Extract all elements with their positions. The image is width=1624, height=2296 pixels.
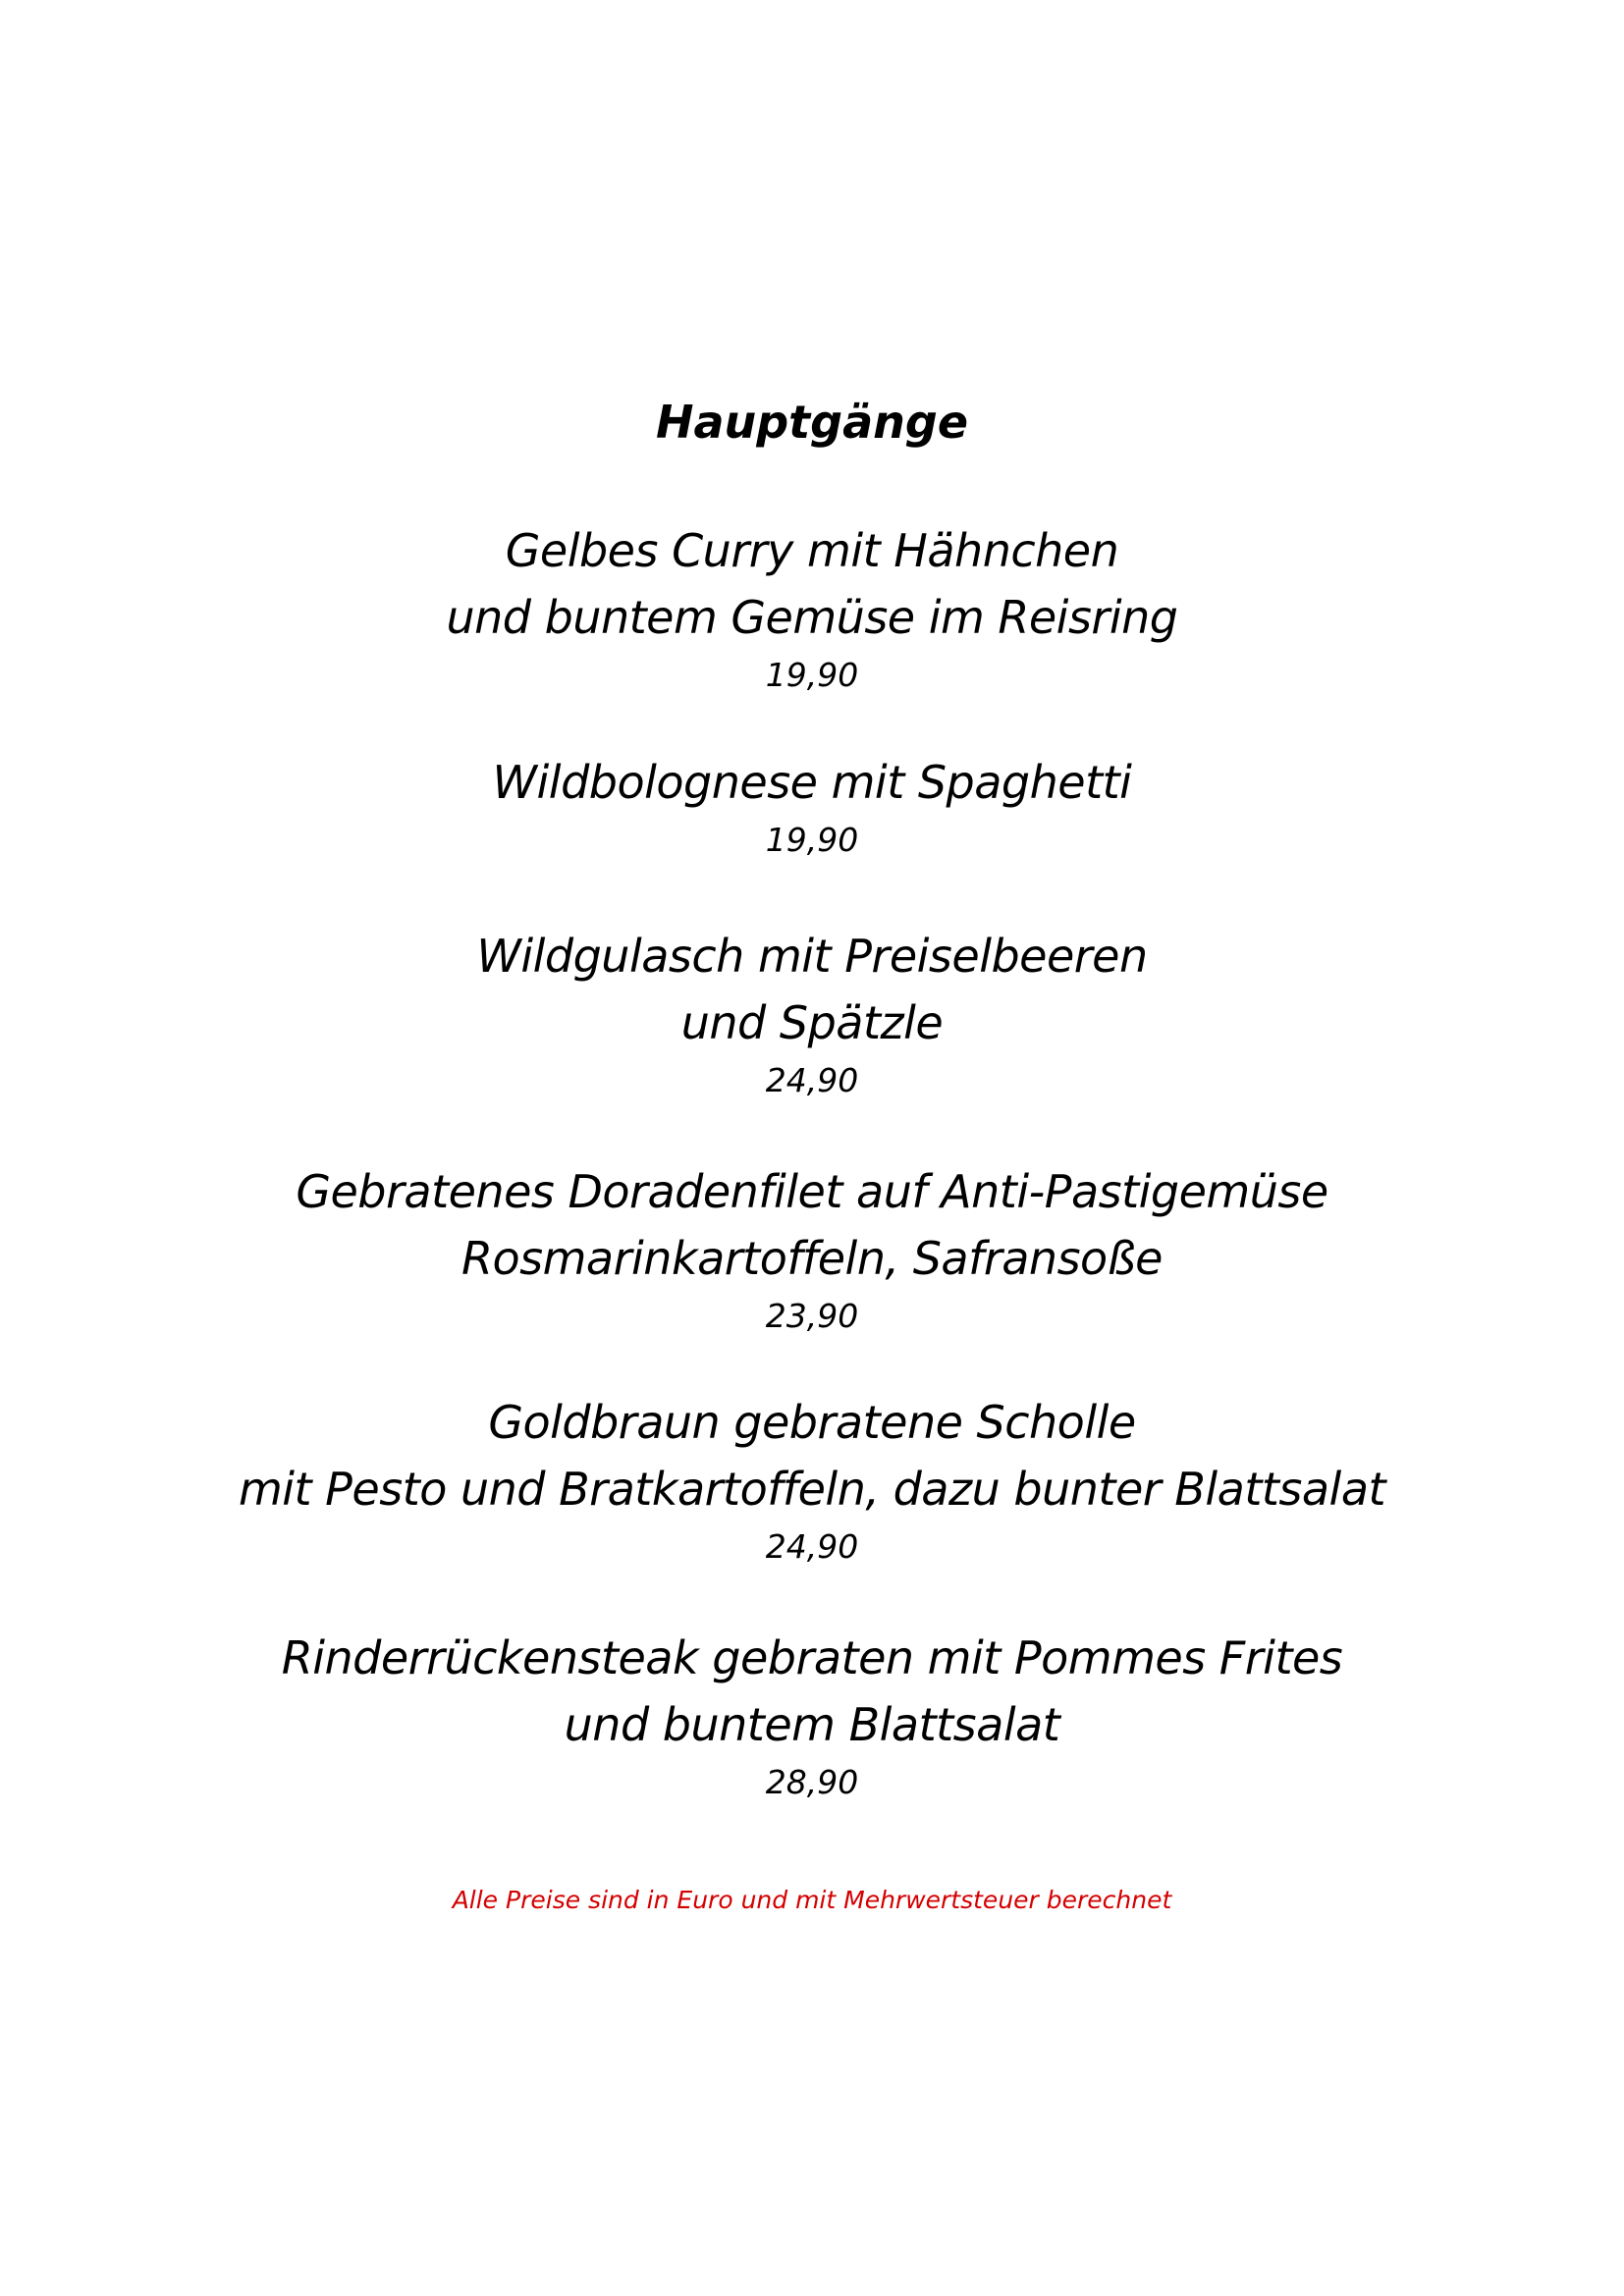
dish-price: 28,90 — [765, 1763, 859, 1801]
dish-item — [0, 1158, 1624, 1341]
dish-name: Goldbraun gebratene Scholle — [488, 1396, 1136, 1449]
dish-name: Gelbes Curry mit Hähnchen — [505, 524, 1119, 577]
dish-description: und buntem Blattsalat — [564, 1698, 1060, 1751]
menu-title: Hauptgänge — [655, 396, 969, 449]
dish-name: Gebratenes Doradenfilet auf Anti-Pastigemüse — [296, 1165, 1328, 1218]
dish-name: Wildbolognese mit Spaghetti — [492, 756, 1132, 809]
dish-item — [0, 517, 1624, 700]
dish-item — [0, 1625, 1624, 1807]
dish-name: Rinderrückensteak gebraten mit Pommes Frites — [281, 1631, 1343, 1684]
dish-item — [0, 923, 1624, 1105]
dish-description: und Spätzle — [680, 996, 944, 1049]
dish-description: mit Pesto und Bratkartoffeln, dazu bunter Blattsalat — [238, 1463, 1386, 1516]
dish-item — [0, 1389, 1624, 1572]
dish-price: 19,90 — [765, 821, 859, 859]
dish-description: und buntem Gemüse im Reisring — [446, 591, 1178, 644]
dish-price: 19,90 — [765, 656, 859, 694]
dish-price: 24,90 — [765, 1527, 859, 1566]
dish-description: Rosmarinkartoffeln, Safransoße — [461, 1232, 1163, 1285]
dish-name: Wildgulasch mit Preiselbeeren — [476, 930, 1148, 983]
price-footnote: Alle Preise sind in Euro und mit Mehrwertsteuer berechnet — [452, 1886, 1172, 1914]
dish-price: 23,90 — [765, 1297, 859, 1335]
dish-item — [0, 749, 1624, 865]
dish-price: 24,90 — [765, 1061, 859, 1099]
